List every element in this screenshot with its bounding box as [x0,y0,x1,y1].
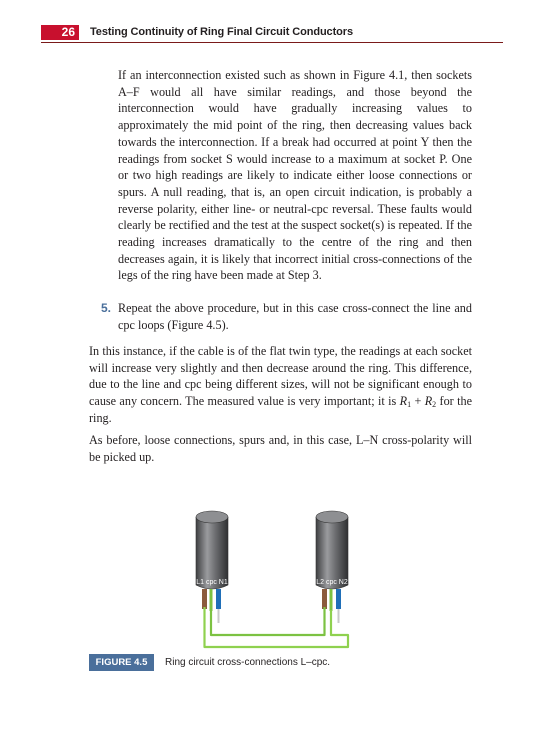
ring-circuit-diagram [160,507,400,657]
r1-subscript: 1 [407,400,412,410]
figure-ring-circuit [160,507,400,657]
left-neutral-conductor [216,589,221,609]
right-cpc-conductor [330,589,333,611]
paragraph-cross-polarity: As before, loose connections, spurs and, in this case, L–N cross-polarity will be picked up. [89,433,472,464]
right-conductor-labels: L2 cpc N2 [316,579,348,586]
step-5-text: Repeat the above procedure, but in this case cross-connect the line and cpc loops (Figure 4.5). [118,301,472,332]
left-cpc-conductor [210,589,213,611]
cable-left [196,511,228,623]
cable-right [316,511,348,623]
running-title: Testing Continuity of Ring Final Circuit Conductors [90,26,353,38]
r2-subscript: 2 [432,400,437,410]
header-rule [41,42,503,43]
right-neutral-conductor [336,589,341,609]
running-header [41,25,503,45]
r1-symbol: R [399,394,408,409]
left-conductor-labels: L1 cpc N1 [196,579,228,586]
paragraph-interconnection: If an interconnection existed such as shown in Figure 4.1, then sockets A–F would all have similar readings, and those beyond the interconnection would have gradually increasing values to approximately the mid point of the ring, then decreasing values back towards the interconnection. If a break had occurred at point Y then the readings from socket S would increase to a maximum at socket P. One or two high readings are likely to indicate either loose connections or spurs. A null reading, that is, an open circuit indication, is probably a reverse polarity, either line- or neutral-cpc reversal. These faults would clearly be rectified and the test at the suspect socket(s) is repeated. If the reading increases dramatically to the centre of the ring and then decreases again, it is likely that incorrect initial cross-connections of the legs of the ring have been made at Step 3. [118,68,472,283]
paragraph-flat-twin-text: In this instance, if the cable is of the flat twin type, the readings at each socket will increase very slightly and then decrease around the ring. This difference, due to the line and cpc being different sizes, will not be significant enough to cause any concern. The measured value is very important; it is [89,344,472,409]
right-line-conductor [322,589,327,609]
figure-caption-label: FIGURE 4.5 [89,654,154,671]
left-line-conductor [202,589,207,609]
paragraph-flat-twin-end: for the ring. [89,394,472,425]
cross-connection-loops [205,607,349,647]
plus-sign: + [411,394,425,409]
figure-caption-text: Ring circuit cross-connections L–cpc. [165,657,331,668]
step-number: 5. [101,301,112,315]
r2-symbol: R [424,394,433,409]
page-number: 26 [41,25,79,40]
paragraph-flat-twin [89,343,472,427]
